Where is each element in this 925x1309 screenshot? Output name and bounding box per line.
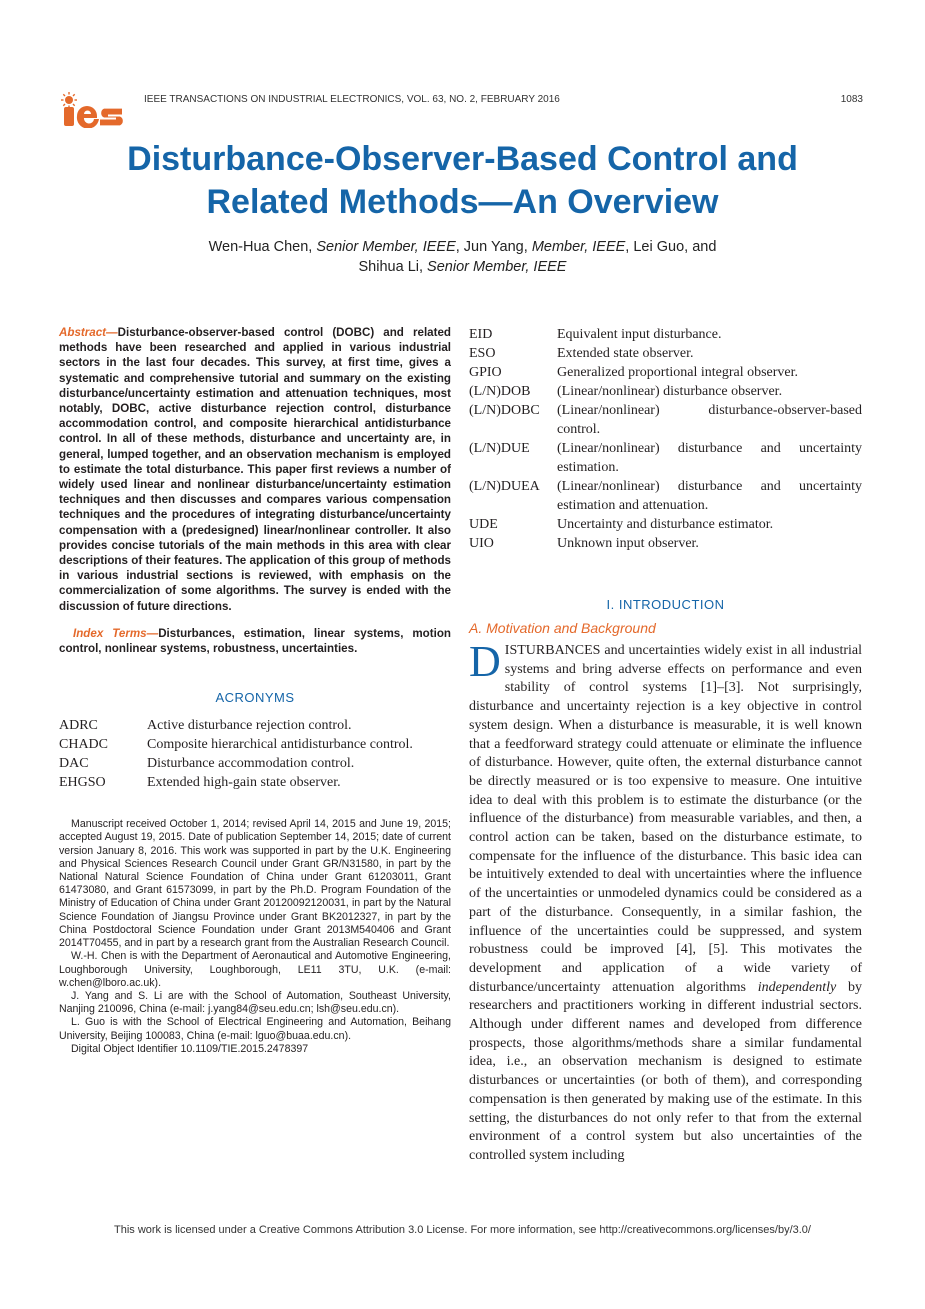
acronym-row: UIO Unknown input observer. (469, 536, 699, 551)
acronym-row: GPIO Generalized proportional integral observer. (469, 365, 799, 380)
acronym-row: EHGSO Extended high-gain state observer. (59, 775, 341, 791)
intro-text-lead: ISTURBANCES and uncertainties widely exist in all industrial systems and bring adverse effects on performance and even stability of control systems [1]–[3]. Not surprisingly, disturbance and uncertainty rejection is a key objective in control system design. When a disturbance is measurable, it is well known that a feedforward strategy could attenuate or eliminate the influence of disturbance. However, quite often, the external disturbance cannot be directly measured or is too expensive to measure. One intuitive idea to deal with this problem is to estimate the disturbance (or the influence of the disturbance) from measurable variables, and then, a control action can be taken, based on the disturbance estimate, to compensate for the influence of the disturbance. This basic idea can be intuitively extended to deal with uncertainties where the influence of the uncertainties or unmodeled dynamics could be considered as a part of the disturbance. Consequently, in a similar fashion, the influence of the uncertainties could be suppressed, and system robustness could be improved [4], [5]. This motivates the development and application of a wide variety of disturbance/uncertainty attenuation algorithms (469, 643, 862, 995)
footnote-author-1: W.-H. Chen is with the Department of Aeronautical and Automotive Engineering, Loughborough University, Loughborough, LE11 3TU, U.K. (e-mail: w.chen@lboro.ac.uk). (59, 950, 451, 989)
intro-paragraph (469, 637, 862, 1166)
right-column (469, 325, 862, 1166)
footnote-author-3: L. Guo is with the School of Electrical Engineering and Automation, Beihang University, Beijing 100083, China (e-mail: lguo@buaa.edu.cn). (59, 1016, 451, 1042)
author-4-role: Senior Member, IEEE (427, 259, 567, 275)
footnote-manuscript: Manuscript received October 1, 2014; revised April 14, 2015 and June 19, 2015; accepted August 19, 2015. Date of publication September 14, 2015; date of current version January 8, 2016. This work was supported in part by the U.K. Engineering and Physical Sciences Research Council under Grant GR/N31580, in part by the National Natural Science Foundation of China under Grant 61203011, Grant 61473080, and Grant 61573099, in part by the Ph.D. Program Foundation of the Ministry of Education of China under Grant 20120092120031, in part by the Natural Science Foundation of Jiangsu Province under Grant BK2012327, in part by the China Postdoctoral Science Foundation under Grant 2013M540406 and Grant 2014T70455, and in part by a research grant from the Australian Research Council. (59, 818, 451, 950)
author-3-tail: , and (684, 239, 717, 255)
acronym-row: CHADC Composite hierarchical antidisturbance control. (59, 737, 413, 753)
acronym-row: (L/N)DUE (Linear/nonlinear) disturbance and uncertainty estimation. (469, 441, 862, 475)
page-number: 1083 (840, 94, 863, 105)
footnote-doi: Digital Object Identifier 10.1109/TIE.2015.2478397 (71, 1042, 309, 1055)
acronym-row: EID Equivalent input disturbance. (469, 327, 722, 342)
title-line-1: Disturbance-Observer-Based Control and (127, 140, 798, 178)
index-terms-label: Index Terms— (73, 626, 159, 640)
acronym-row: (L/N)DOB (Linear/nonlinear) disturbance observer. (469, 384, 783, 399)
logo-text: ies (60, 92, 62, 93)
abstract-text: Disturbance-observer-based control (DOBC) and related methods have been researched and applied in various industrial sectors in the last four decades. This survey, at first time, gives a systematic and comprehensive tutorial and summary on the existing disturbance/uncertainty estimation and attenuation techniques, most notably, DOBC, active disturbance rejection control, disturbance accommodation control, and composite hierarchical antidisturbance control. In all of these methods, disturbance and uncertainty are, in general, lumped together, and an observation mechanism is employed to estimate the total disturbance. This paper first reviews a number of widely used linear and nonlinear disturbance/uncertainty estimation techniques and then discusses and compares various compensation techniques and the procedures of integrating disturbance/uncertainty compensation with a (predesigned) linear/nonlinear controller. It also provides concise tutorials of the main methods in this area with clear descriptions of their features. The application of this group of methods in various industrial sections is reviewed, with emphasis on the commercialization of some algorithms. The survey is ended with the discussion of future directions. (59, 326, 451, 613)
author-1-role: Senior Member, IEEE (316, 239, 456, 255)
intro-text-emphasis: independently (757, 979, 837, 995)
footnote-author-2: J. Yang and S. Li are with the School of Automation, Southeast University, Nanjing 210096, China (e-mail: j.yang84@seu.edu.cn; lsh@seu.edu.cn). (59, 989, 451, 1016)
subsection-heading: A. Motivation and Background (469, 620, 656, 636)
acronym-row: ESO Extended state observer. (469, 346, 694, 361)
paper-title (0, 138, 925, 224)
page-header (60, 92, 865, 128)
author-1: Wen-Hua Chen, (208, 239, 317, 255)
author-list (0, 237, 925, 277)
left-column (59, 325, 451, 1056)
acronym-row: DAC Disturbance accommodation control. (59, 756, 355, 772)
footnotes (59, 818, 451, 1056)
author-4: Shihua Li, (358, 259, 428, 275)
acronym-row: ADRC Active disturbance rejection control. (59, 718, 352, 734)
ies-logo (60, 92, 128, 128)
acronyms-list-right (469, 325, 862, 553)
license-notice: This work is licensed under a Creative Commons Attribution 3.0 License. For more information, see http://creativecommons.org/licenses/by/3.0/ (114, 1224, 811, 1236)
author-2: , Jun Yang, (455, 239, 532, 255)
acronym-row: (L/N)DOBC (Linear/nonlinear) disturbance-observer-based control. (469, 403, 862, 437)
author-2-role: Member, IEEE (531, 239, 626, 255)
intro-text-tail: by researchers and practitioners working in different industrial sectors. Although under different names and developed from difference prospects, those algorithms/methods share a similar fundamental idea, i.e., an observation mechanism is designed to estimate disturbances or uncertainties (or both of them), and corresponding compensation is then generated by making use of the estimate. In this setting, the disturbances do not only refer to that from the external environment of a control system but also uncertainties of the controlled system including (469, 979, 862, 1163)
abstract (59, 325, 451, 614)
acronym-row: UDE Uncertainty and disturbance estimator. (469, 517, 774, 532)
journal-running-head: IEEE TRANSACTIONS ON INDUSTRIAL ELECTRONICS, VOL. 63, NO. 2, FEBRUARY 2016 (144, 94, 560, 105)
acronyms-heading: ACRONYMS (215, 690, 295, 706)
acronym-row: (L/N)DUEA (Linear/nonlinear) disturbance and uncertainty estimation and attenuation. (469, 479, 862, 513)
index-terms (59, 626, 451, 656)
drop-cap: D (469, 637, 501, 686)
section-heading-introduction: I. INTRODUCTION (606, 597, 725, 612)
index-terms-text: Disturbances, estimation, linear systems, motion control, nonlinear systems, robustness, uncertainties. (59, 626, 451, 656)
abstract-label: Abstract— (59, 326, 118, 339)
author-3: , Lei Guo (625, 239, 685, 255)
acronyms-list-left (59, 716, 451, 792)
title-line-2: Related Methods—An Overview (206, 183, 719, 221)
